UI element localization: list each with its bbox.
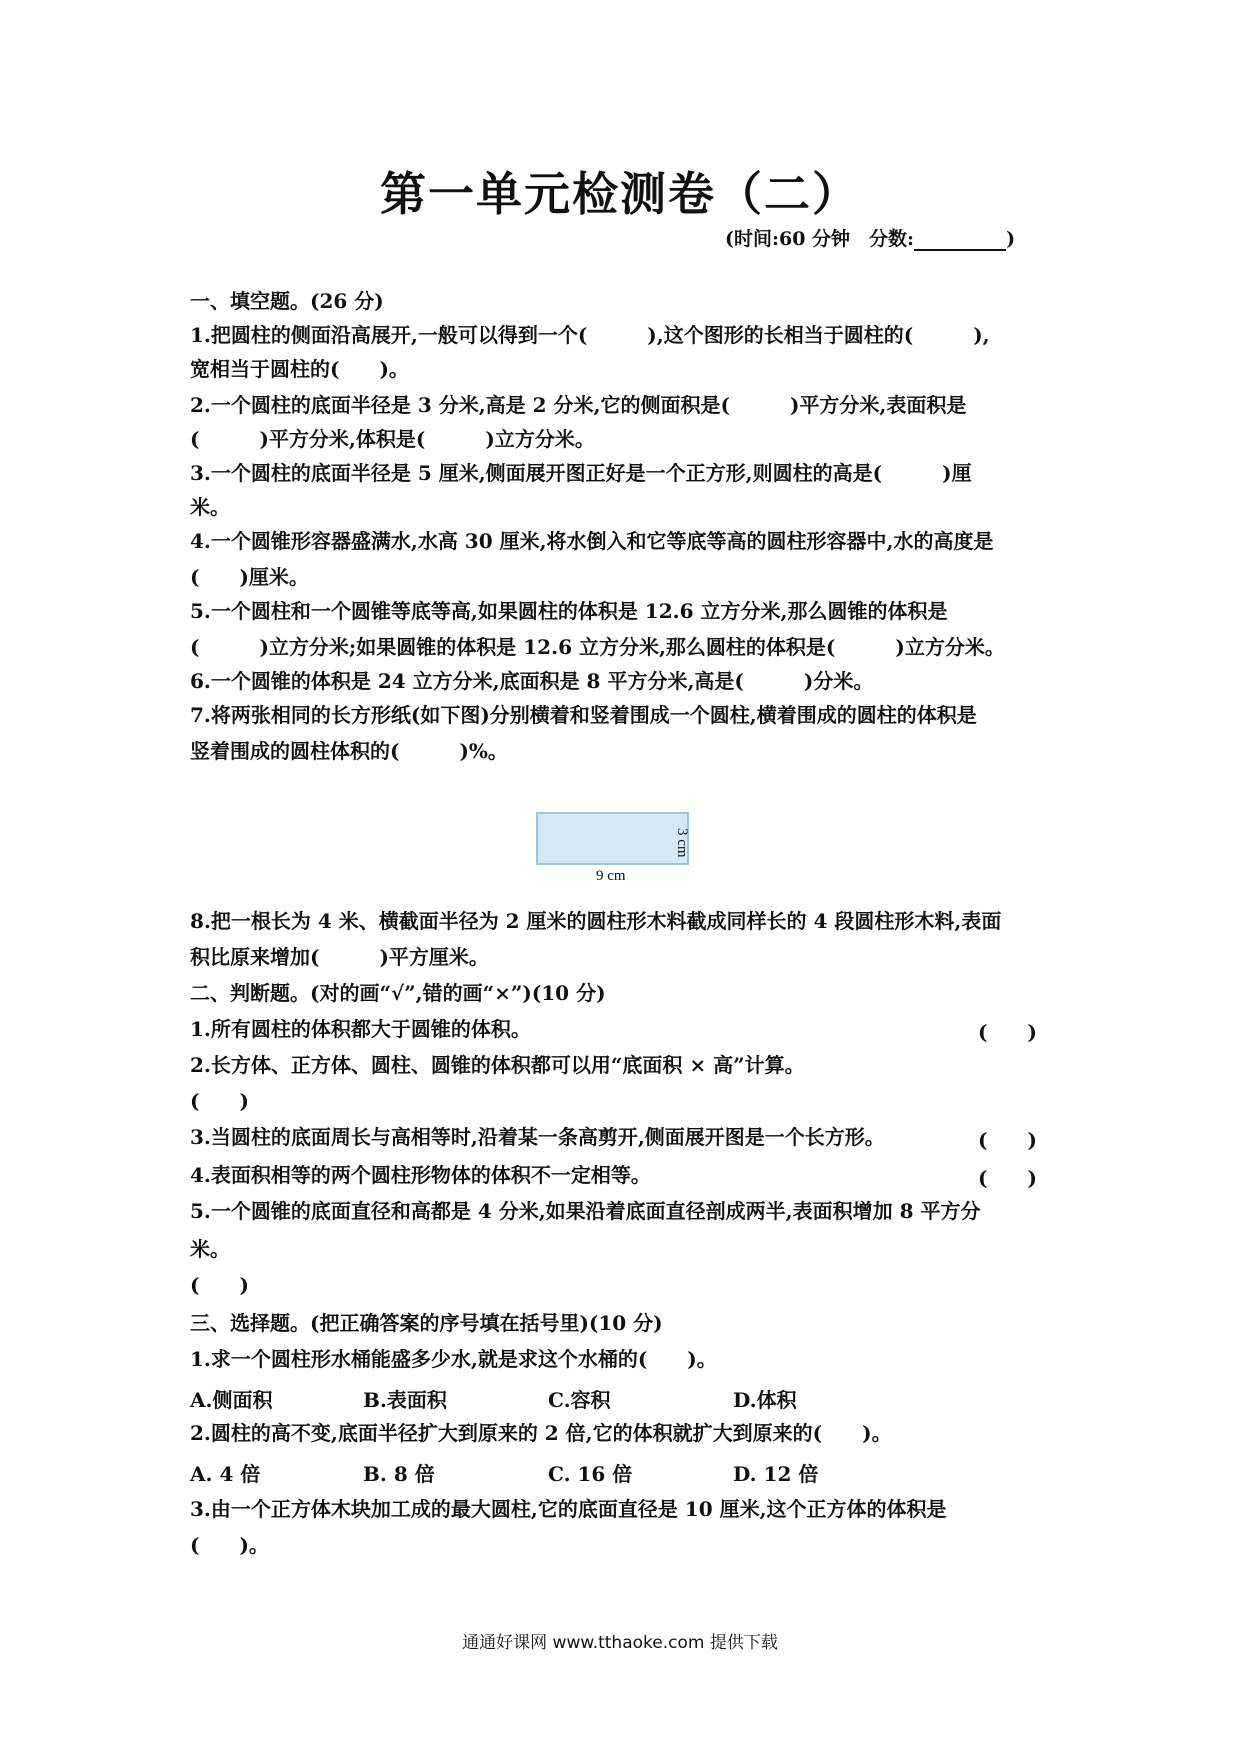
section2-heading: 二、判断题。(对的画“√”,错的画“×”)(10 分) [190,981,606,1005]
s1-line-2: 宽相当于圆柱的( )。 [190,357,409,381]
s3-q1-option-b[interactable]: B.表面积 [363,1388,447,1412]
s1-line-10: ( )立方分米;如果圆锥的体积是 12.6 立方分米,那么圆柱的体积是( )立方分米。 [190,635,1005,659]
page-title: 第一单元检测卷（二） [380,167,860,221]
s1-line-13: 竖着围成的圆柱体积的( )%。 [190,739,508,763]
s1-line-4: ( )平方分米,体积是( )立方分米。 [190,427,595,451]
s2-q1: 1.所有圆柱的体积都大于圆锥的体积。 [190,1017,531,1041]
s1-line-11: 6.一个圆锥的体积是 24 立方分米,底面积是 8 平方分米,高是( )分米。 [190,669,874,693]
s2-q2: 2.长方体、正方体、圆柱、圆锥的体积都可以用“底面积 × 高”计算。 [190,1053,805,1077]
s2-q4: 4.表面积相等的两个圆柱形物体的体积不一定相等。 [190,1163,651,1187]
s2-q4-answer[interactable]: ( ) [978,1166,1037,1190]
s3-q2-option-d[interactable]: D. 12 倍 [733,1462,819,1486]
s3-q3-line2: ( )。 [190,1533,269,1557]
section3-heading: 三、选择题。(把正确答案的序号填在括号里)(10 分) [190,1311,663,1335]
s1-line-12: 7.将两张相同的长方形纸(如下图)分别横着和竖着围成一个圆柱,横着围成的圆柱的体积是 [190,703,977,727]
s1-line-7: 4.一个圆锥形容器盛满水,水高 30 厘米,将水倒入和它等底等高的圆柱形容器中,水的高度是 [190,529,994,553]
s3-q2: 2.圆柱的高不变,底面半径扩大到原来的 2 倍,它的体积就扩大到原来的( )。 [190,1421,892,1445]
s1-line-15: 积比原来增加( )平方厘米。 [190,945,489,969]
s3-q1: 1.求一个圆柱形水桶能盛多少水,就是求这个水桶的( )。 [190,1347,717,1371]
s1-line-9: 5.一个圆柱和一个圆锥等底等高,如果圆柱的体积是 12.6 立方分米,那么圆锥的体积是 [190,599,948,623]
s3-q2-option-b[interactable]: B. 8 倍 [363,1462,435,1486]
s2-q5-line2: 米。 [190,1237,230,1261]
meta-close: ) [1006,228,1016,250]
s2-q3: 3.当圆柱的底面周长与高相等时,沿着某一条高剪开,侧面展开图是一个长方形。 [190,1125,885,1149]
score-blank[interactable] [914,231,1006,251]
s3-q1-option-d[interactable]: D.体积 [733,1388,797,1412]
time-label: (时间:60 分钟 分数: [725,228,915,250]
s1-line-14: 8.把一根长为 4 米、横截面半径为 2 厘米的圆柱形木料截成同样长的 4 段圆柱形木料,表面 [190,909,1002,933]
s3-q2-option-a[interactable]: A. 4 倍 [190,1462,261,1486]
s2-q5-line1: 5.一个圆锥的底面直径和高都是 4 分米,如果沿着底面直径剖成两半,表面积增加 8 平方分 [190,1199,981,1223]
s3-q3-line1: 3.由一个正方体木块加工成的最大圆柱,它的底面直径是 10 厘米,这个正方体的体积是 [190,1497,947,1521]
s2-q3-answer[interactable]: ( ) [978,1128,1037,1152]
figure-width-label: 9 cm [596,868,626,884]
rectangle-figure [536,812,689,865]
s1-line-6: 米。 [190,495,230,519]
s2-q2-answer[interactable]: ( ) [190,1089,249,1113]
s2-q1-answer[interactable]: ( ) [978,1020,1037,1044]
s1-line-8: ( )厘米。 [190,565,309,589]
s3-q2-option-c[interactable]: C. 16 倍 [548,1462,633,1486]
time-score-info [725,224,1015,251]
s2-q5-answer[interactable]: ( ) [190,1273,249,1297]
footer-credit: 通通好课网 www.tthaoke.com 提供下载 [462,1633,778,1653]
s1-line-3: 2.一个圆柱的底面半径是 3 分米,高是 2 分米,它的侧面积是( )平方分米,表面积是 [190,393,967,417]
s1-line-5: 3.一个圆柱的底面半径是 5 厘米,侧面展开图正好是一个正方形,则圆柱的高是( )厘 [190,461,972,485]
figure-height-label: 3 cm [674,828,690,858]
section1-heading: 一、填空题。(26 分) [190,289,384,313]
s1-line-1: 1.把圆柱的侧面沿高展开,一般可以得到一个( ),这个图形的长相当于圆柱的( ), [190,323,990,347]
s3-q1-option-a[interactable]: A.侧面积 [190,1388,273,1412]
s3-q1-option-c[interactable]: C.容积 [548,1388,611,1412]
